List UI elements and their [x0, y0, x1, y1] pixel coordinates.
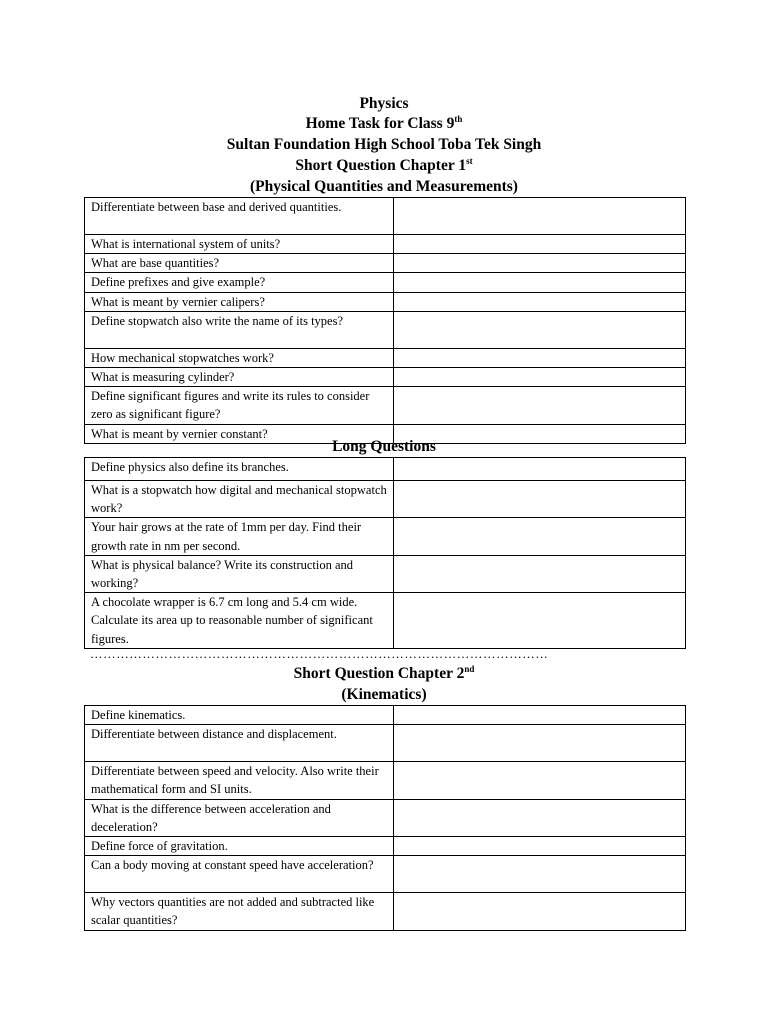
table-row — [85, 856, 686, 893]
table-row — [85, 481, 686, 518]
answer-cell — [394, 481, 686, 518]
question-cell: Differentiate between distance and displacement. — [85, 725, 394, 762]
table-row — [85, 837, 686, 856]
home-task-superscript: th — [454, 114, 463, 124]
answer-cell — [394, 387, 686, 424]
question-cell: Differentiate between base and derived quantities. — [85, 198, 394, 235]
long-questions-title: Long Questions — [332, 438, 436, 455]
question-cell: Why vectors quantities are not added and subtracted like scalar quantities? — [85, 893, 394, 930]
home-task-text: Home Task for Class 9 — [305, 115, 455, 132]
question-cell: A chocolate wrapper is 6.7 cm long and 5.4 cm wide. Calculate its area up to reasonable number of significant figures. — [85, 593, 394, 649]
dotted-separator: …………………………………………………………………………………………… — [90, 647, 549, 661]
question-cell: What is meant by vernier constant? — [85, 424, 394, 443]
question-cell: What is a stopwatch how digital and mechanical stopwatch work? — [85, 481, 394, 518]
chapter-2-title-text: Short Question Chapter 2 — [293, 665, 465, 682]
answer-cell — [394, 762, 686, 799]
table-row — [85, 762, 686, 799]
question-cell: Define kinematics. — [85, 706, 394, 725]
question-cell: What is meant by vernier calipers? — [85, 292, 394, 311]
answer-cell — [394, 893, 686, 930]
long-questions-table — [84, 457, 686, 649]
answer-cell — [394, 292, 686, 311]
table-row — [85, 235, 686, 254]
answer-cell — [394, 837, 686, 856]
answer-cell — [394, 273, 686, 292]
answer-cell — [394, 706, 686, 725]
table-row — [85, 799, 686, 836]
question-cell: What are base quantities? — [85, 254, 394, 273]
question-cell: What is the difference between acceleration and deceleration? — [85, 799, 394, 836]
home-task-title — [0, 114, 768, 134]
table-row — [85, 518, 686, 555]
answer-cell — [394, 856, 686, 893]
chapter-2-superscript: nd — [464, 664, 475, 674]
answer-cell — [394, 348, 686, 367]
table-row — [85, 198, 686, 235]
answer-cell — [394, 518, 686, 555]
question-cell: What is measuring cylinder? — [85, 368, 394, 387]
school-name: Sultan Foundation High School Toba Tek Singh — [226, 136, 542, 153]
answer-cell — [394, 458, 686, 481]
table-row — [85, 254, 686, 273]
answer-cell — [394, 725, 686, 762]
chapter-1-title — [0, 156, 768, 176]
question-cell: Define stopwatch also write the name of its types? — [85, 311, 394, 348]
table-row — [85, 706, 686, 725]
answer-cell — [394, 555, 686, 592]
table-row — [85, 273, 686, 292]
table-row — [85, 387, 686, 424]
table-row — [85, 555, 686, 592]
chapter-2-topic: (Kinematics) — [341, 686, 427, 703]
table-row — [85, 368, 686, 387]
table-row — [85, 348, 686, 367]
chapter-1-superscript: st — [466, 156, 473, 166]
chapter-2-short-questions-table — [84, 705, 686, 931]
chapter-2-title — [0, 664, 768, 684]
answer-cell — [394, 593, 686, 649]
question-cell: Define prefixes and give example? — [85, 273, 394, 292]
question-cell: Your hair grows at the rate of 1mm per day. Find their growth rate in nm per second. — [85, 518, 394, 555]
table-row — [85, 893, 686, 930]
question-cell: Can a body moving at constant speed have acceleration? — [85, 856, 394, 893]
answer-cell — [394, 311, 686, 348]
chapter-1-topic: (Physical Quantities and Measurements) — [250, 178, 518, 195]
chapter-1-short-questions-table — [84, 197, 686, 444]
answer-cell — [394, 254, 686, 273]
chapter-1-title-text: Short Question Chapter 1 — [295, 157, 467, 174]
table-row — [85, 311, 686, 348]
table-row — [85, 292, 686, 311]
subject-title: Physics — [359, 95, 409, 112]
table-row — [85, 593, 686, 649]
answer-cell — [394, 198, 686, 235]
question-cell: What is physical balance? Write its construction and working? — [85, 555, 394, 592]
question-cell: Differentiate between speed and velocity. Also write their mathematical form and SI units. — [85, 762, 394, 799]
table-row — [85, 458, 686, 481]
question-cell: What is international system of units? — [85, 235, 394, 254]
question-cell: Define force of gravitation. — [85, 837, 394, 856]
answer-cell — [394, 235, 686, 254]
question-cell: How mechanical stopwatches work? — [85, 348, 394, 367]
answer-cell — [394, 799, 686, 836]
question-cell: Define significant figures and write its rules to consider zero as significant figure? — [85, 387, 394, 424]
question-cell: Define physics also define its branches. — [85, 458, 394, 481]
table-row — [85, 725, 686, 762]
answer-cell — [394, 368, 686, 387]
